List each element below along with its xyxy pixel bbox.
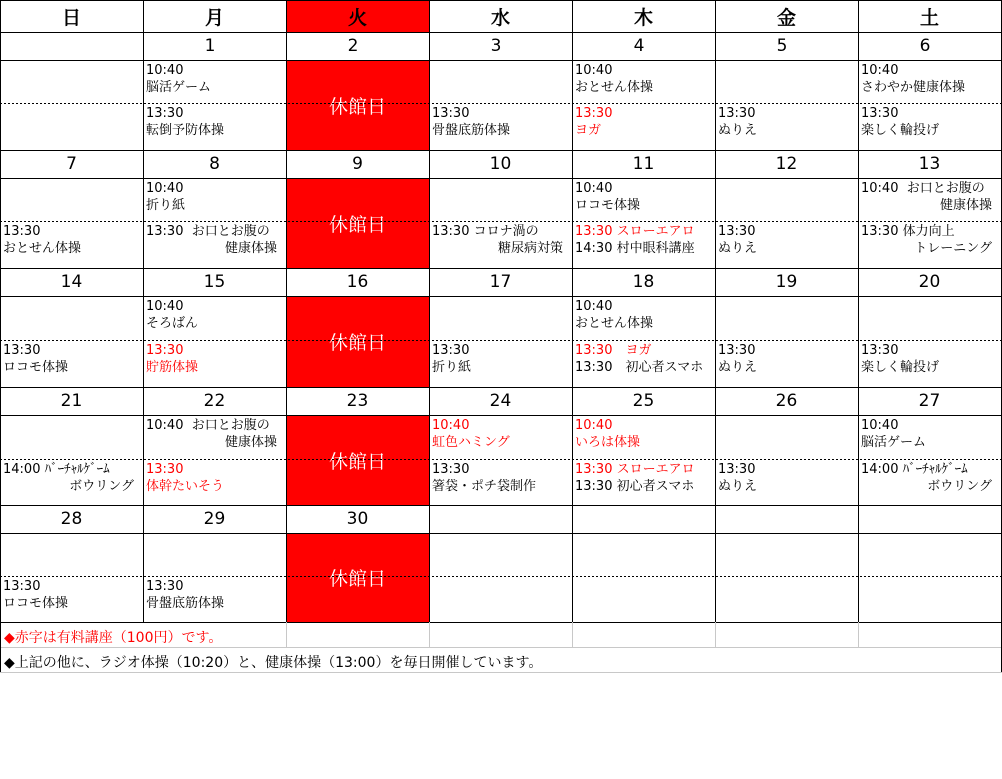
event-title: ぬりえ (718, 479, 758, 494)
event-time: 10:40 (146, 181, 184, 196)
event-title: 楽しく輪投げ (861, 123, 940, 138)
date-number: 5 (776, 36, 788, 56)
event-time: 10:40 お口とお腹の (861, 181, 985, 196)
date-number: 6 (919, 36, 931, 56)
date-number: 9 (352, 154, 363, 174)
event-time: 13:30 (146, 462, 184, 477)
event-time: 13:30 (432, 462, 470, 477)
date-number: 18 (632, 272, 655, 292)
event-title: 健康体操 (939, 198, 992, 213)
event-title: 貯筋体操 (146, 360, 199, 375)
event-title: 糖尿病対策 (497, 241, 563, 256)
event-time: 13:30 (432, 106, 470, 121)
date-number: 24 (489, 391, 512, 411)
event-time: 13:30 ヨガ (575, 343, 652, 358)
event-title: おとせん体操 (3, 241, 82, 256)
closed-label: 休館日 (328, 450, 386, 473)
date-number: 30 (346, 509, 369, 529)
event-time: 13:30 (718, 462, 756, 477)
event-time: 13:30 (718, 224, 756, 239)
event-time: 13:30 (718, 343, 756, 358)
date-number: 26 (775, 391, 798, 411)
event-title: ぬりえ (718, 360, 758, 375)
event-time: 10:40 (146, 299, 184, 314)
date-number: 7 (66, 154, 77, 174)
event-time: 10:40 (861, 418, 899, 433)
date-number: 28 (60, 509, 83, 529)
event-title: トレーニング (914, 241, 992, 256)
date-number: 17 (489, 272, 512, 292)
date-number: 14 (60, 272, 83, 292)
date-number: 10 (489, 154, 512, 174)
event-time: 13:30 (861, 343, 899, 358)
event-time: 10:40 (861, 63, 899, 78)
event-time: 10:40 お口とお腹の (146, 418, 270, 433)
event-time: 10:40 (575, 299, 613, 314)
event-title: 脳活ゲーム (146, 80, 212, 95)
event-title: ロコモ体操 (3, 360, 69, 375)
weekday-header: 木 (633, 6, 653, 29)
date-number: 4 (633, 36, 645, 56)
event-title: 骨盤底筋体操 (432, 123, 511, 138)
date-number: 25 (632, 391, 655, 411)
date-number: 12 (775, 154, 798, 174)
event-time: 13:30 (146, 343, 184, 358)
weekday-header: 水 (490, 6, 510, 29)
date-number: 19 (775, 272, 798, 292)
closed-label: 休館日 (328, 332, 386, 354)
event-time: 13:30 (3, 579, 41, 594)
weekday-header: 金 (776, 6, 796, 29)
closed-label: 休館日 (328, 213, 386, 236)
event-time: 13:30 体力向上 (861, 224, 955, 239)
weekday-header: 月 (204, 6, 224, 29)
event-title: おとせん体操 (575, 316, 654, 331)
weekday-header: 土 (919, 6, 939, 29)
event-title: 虹色ハミング (432, 435, 510, 450)
event-title: ぬりえ (718, 241, 758, 256)
event-time: 13:30 (575, 106, 613, 121)
event-time: 10:40 (575, 418, 613, 433)
event-title: 折り紙 (432, 360, 472, 375)
date-number: 29 (203, 509, 226, 529)
paid-course-note: ◆赤字は有料講座（100円）です。 (4, 630, 223, 646)
event-title: 脳活ゲーム (861, 435, 927, 450)
date-number: 15 (203, 272, 226, 292)
event-time: 13:30 (146, 579, 184, 594)
date-number: 11 (632, 154, 655, 174)
event-title: さわやか健康体操 (861, 80, 966, 95)
event-time: 13:30 (432, 343, 470, 358)
event-time: 13:30 (3, 343, 41, 358)
daily-activities-note: ◆上記の他に、ラジオ体操（10:20）と、健康体操（13:00）を毎日開催しています。 (4, 655, 543, 671)
event-title: 健康体操 (224, 435, 277, 450)
event-title: 13:30 初心者スマホ (575, 360, 704, 375)
event-time: 13:30 コロナ渦の (432, 224, 539, 239)
event-title: ロコモ体操 (3, 596, 69, 611)
date-number: 22 (203, 391, 226, 411)
event-title: いろは体操 (575, 435, 641, 450)
event-time: 13:30 スローエアロ (575, 224, 695, 239)
closed-label: 休館日 (328, 95, 386, 118)
event-title: 楽しく輪投げ (861, 360, 940, 375)
weekday-header: 日 (61, 6, 81, 29)
event-time: 14:00 ﾊﾞｰﾁｬﾙｹﾞｰﾑ (861, 462, 968, 477)
event-time: 10:40 (432, 418, 470, 433)
event-title: ボウリング (927, 479, 992, 494)
event-title: 骨盤底筋体操 (146, 596, 225, 611)
event-time: 10:40 (575, 63, 613, 78)
event-title: ボウリング (69, 479, 134, 494)
event-time: 13:30 (718, 106, 756, 121)
event-title: 転倒予防体操 (146, 123, 225, 138)
event-time: 13:30 (3, 224, 41, 239)
event-title: 折り紙 (146, 198, 186, 213)
event-title: おとせん体操 (575, 80, 654, 95)
event-time: 13:30 (861, 106, 899, 121)
date-number: 8 (209, 154, 220, 174)
event-title: ロコモ体操 (575, 198, 641, 213)
date-number: 2 (347, 36, 359, 56)
date-number: 3 (490, 36, 502, 56)
event-time: 10:40 (146, 63, 184, 78)
event-title: そろばん (146, 316, 199, 331)
event-title: 箸袋・ポチ袋制作 (432, 479, 537, 494)
date-number: 27 (918, 391, 941, 411)
closed-label: 休館日 (328, 568, 386, 590)
date-number: 20 (918, 272, 941, 292)
date-number: 21 (60, 391, 83, 411)
event-time: 13:30 (146, 106, 184, 121)
date-number: 16 (346, 272, 369, 292)
date-number: 13 (918, 154, 941, 174)
event-time: 13:30 お口とお腹の (146, 224, 270, 239)
event-title: 体幹たいそう (146, 479, 225, 494)
event-time: 13:30 スローエアロ (575, 462, 695, 477)
event-title: ヨガ (575, 123, 602, 138)
date-number: 1 (204, 36, 216, 56)
event-title: 13:30 初心者スマホ (575, 479, 695, 494)
weekday-header: 火 (286, 0, 429, 32)
event-title: 健康体操 (224, 241, 277, 256)
date-number: 23 (346, 391, 369, 411)
event-title: ぬりえ (718, 123, 758, 138)
event-title: 14:30 村中眼科講座 (575, 241, 695, 256)
event-time: 10:40 (575, 181, 613, 196)
event-time: 14:00 ﾊﾞｰﾁｬﾙｹﾞｰﾑ (3, 462, 110, 477)
